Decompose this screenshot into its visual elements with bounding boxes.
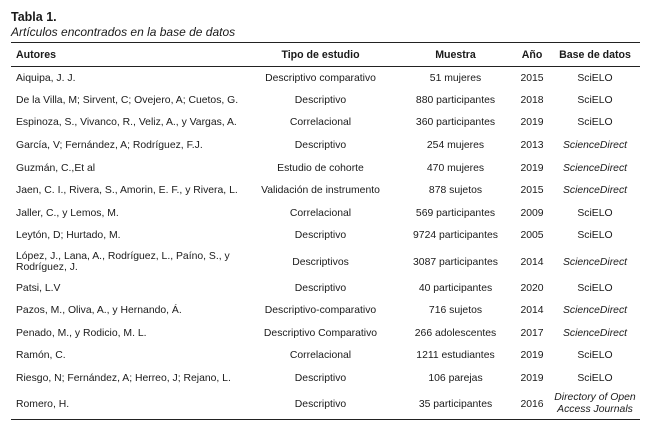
cell-anio: 2019: [520, 350, 544, 362]
cell-anio: 2005: [520, 230, 544, 242]
table-row: [11, 247, 640, 277]
cell-anio: 2019: [520, 372, 544, 384]
cell-tipo-estudio: Descriptivos: [292, 256, 349, 268]
cell-muestra: 880 participantes: [415, 94, 496, 106]
header-row: [11, 43, 640, 67]
cell-anio: 2018: [520, 94, 544, 106]
cell-autores: Riesgo, N; Fernández, A; Herreo, J; Rejano, L.: [16, 372, 231, 384]
header-autores: Autores: [11, 43, 244, 67]
cell-anio: 2017: [520, 327, 544, 339]
cell-autores: Pazos, M., Oliva, A., y Hernando, Á.: [16, 305, 182, 317]
cell-autores: Guzmán, C.,Et al: [16, 162, 96, 174]
cell-tipo-estudio: Descriptivo: [244, 390, 397, 420]
table-row: [11, 179, 640, 202]
cell-autores: Jaller, C., y Lemos, M.: [16, 207, 119, 219]
cell-anio: 2013: [520, 140, 544, 152]
cell-autores: Jaen, C. I., Rivera, S., Amorin, E. F., y Rivera, L.: [16, 185, 238, 197]
table-row: [11, 157, 640, 180]
table-row: [11, 277, 640, 300]
table-title: Tabla 1.: [11, 10, 57, 24]
cell-base-datos: ScienceDirect: [562, 185, 628, 197]
cell-anio: 2009: [520, 207, 544, 219]
table-row: [11, 322, 640, 345]
cell-tipo-estudio: Correlacional: [289, 350, 352, 362]
table-subtitle: Artículos encontrados en la base de datos: [11, 25, 236, 39]
cell-base-datos: SciELO: [577, 372, 613, 384]
cell-muestra: 254 mujeres: [426, 140, 485, 152]
cell-muestra: 266 adolescentes: [414, 327, 497, 339]
cell-tipo-estudio: Descriptivo comparativo: [265, 72, 376, 84]
cell-autores: De la Villa, M; Sirvent, C; Ovejero, A; Cuetos, G.: [16, 94, 239, 106]
cell-tipo-estudio: Descriptivo-comparativo: [264, 305, 377, 317]
cell-muestra: 3087 participantes: [413, 256, 498, 268]
cell-base-datos: Directory of Open Access Journals: [550, 390, 640, 420]
cell-muestra: 106 parejas: [428, 372, 483, 384]
cell-muestra: 569 participantes: [415, 207, 496, 219]
cell-tipo-estudio: Descriptivo: [294, 372, 347, 384]
cell-autores: García, V; Fernández, A; Rodríguez, F.J.: [16, 140, 203, 152]
cell-anio: 2020: [520, 282, 544, 294]
table-row: [11, 345, 640, 368]
cell-muestra: 1211 estudiantes: [416, 350, 495, 362]
cell-tipo-estudio: Descriptivo: [294, 282, 347, 294]
cell-autores: López, J., Lana, A., Rodríguez, L., Paíno, S., y Rodríguez, J.: [16, 251, 230, 273]
cell-anio: 2019: [520, 117, 544, 129]
cell-base-datos: ScienceDirect: [562, 162, 628, 174]
cell-tipo-estudio: Validación de instrumento: [261, 185, 380, 197]
table-row: [11, 134, 640, 157]
table-row: [11, 390, 640, 420]
cell-base-datos: SciELO: [577, 230, 613, 242]
cell-anio: 2019: [520, 162, 544, 174]
table-row: [11, 89, 640, 112]
cell-muestra: 360 participantes: [415, 117, 496, 129]
cell-muestra: 878 sujetos: [428, 185, 483, 197]
cell-autores: Leytón, D; Hurtado, M.: [16, 230, 121, 242]
table-row: [11, 202, 640, 225]
cell-anio: 2014: [520, 305, 544, 317]
table-row: [11, 112, 640, 135]
cell-tipo-estudio: Descriptivo: [294, 230, 347, 242]
cell-base-datos: SciELO: [577, 94, 613, 106]
cell-autores: Penado, M., y Rodicio, M. L.: [16, 327, 147, 339]
cell-base-datos: ScienceDirect: [562, 327, 628, 339]
cell-muestra: 40 participantes: [418, 282, 493, 294]
cell-autores: Romero, H.: [11, 390, 244, 420]
table-header: [11, 43, 640, 67]
table-row: [11, 67, 640, 90]
cell-base-datos: SciELO: [577, 117, 613, 129]
cell-base-datos: ScienceDirect: [562, 305, 628, 317]
cell-anio: 2015: [520, 72, 544, 84]
cell-autores: Aiquipa, J. J.: [16, 72, 76, 84]
cell-base-datos: SciELO: [577, 282, 613, 294]
cell-tipo-estudio: Descriptivo: [294, 94, 347, 106]
cell-muestra: 716 sujetos: [428, 305, 483, 317]
cell-autores: Ramón, C.: [16, 350, 66, 362]
cell-autores: Patsi, L.V: [16, 282, 61, 294]
cell-tipo-estudio: Correlacional: [289, 207, 352, 219]
cell-muestra: 9724 participantes: [413, 230, 498, 242]
cell-base-datos: ScienceDirect: [562, 140, 628, 152]
cell-tipo-estudio: Correlacional: [289, 117, 352, 129]
cell-tipo-estudio: Estudio de cohorte: [277, 162, 364, 174]
cell-anio: 2014: [520, 256, 544, 268]
cell-autores: Espinoza, S., Vivanco, R., Veliz, A., y Vargas, A.: [16, 117, 237, 129]
cell-tipo-estudio: Descriptivo: [294, 140, 347, 152]
header-tipo-estudio: Tipo de estudio: [244, 43, 397, 67]
cell-muestra: 35 participantes: [397, 390, 514, 420]
table-body: [11, 67, 640, 420]
header-base-datos: Base de datos: [550, 43, 640, 67]
cell-base-datos: ScienceDirect: [562, 256, 628, 268]
header-anio: Año: [514, 43, 550, 67]
header-muestra: Muestra: [397, 43, 514, 67]
cell-muestra: 51 mujeres: [429, 72, 482, 84]
cell-muestra: 470 mujeres: [426, 162, 485, 174]
cell-anio: 2016: [514, 390, 550, 420]
cell-anio: 2015: [520, 185, 544, 197]
cell-tipo-estudio: Descriptivo Comparativo: [263, 327, 378, 339]
cell-base-datos: SciELO: [577, 72, 613, 84]
cell-base-datos: SciELO: [577, 350, 613, 362]
cell-base-datos: SciELO: [577, 207, 613, 219]
table-row: [11, 367, 640, 390]
table-row: [11, 225, 640, 248]
articles-table: [11, 42, 640, 420]
table-row: [11, 299, 640, 322]
